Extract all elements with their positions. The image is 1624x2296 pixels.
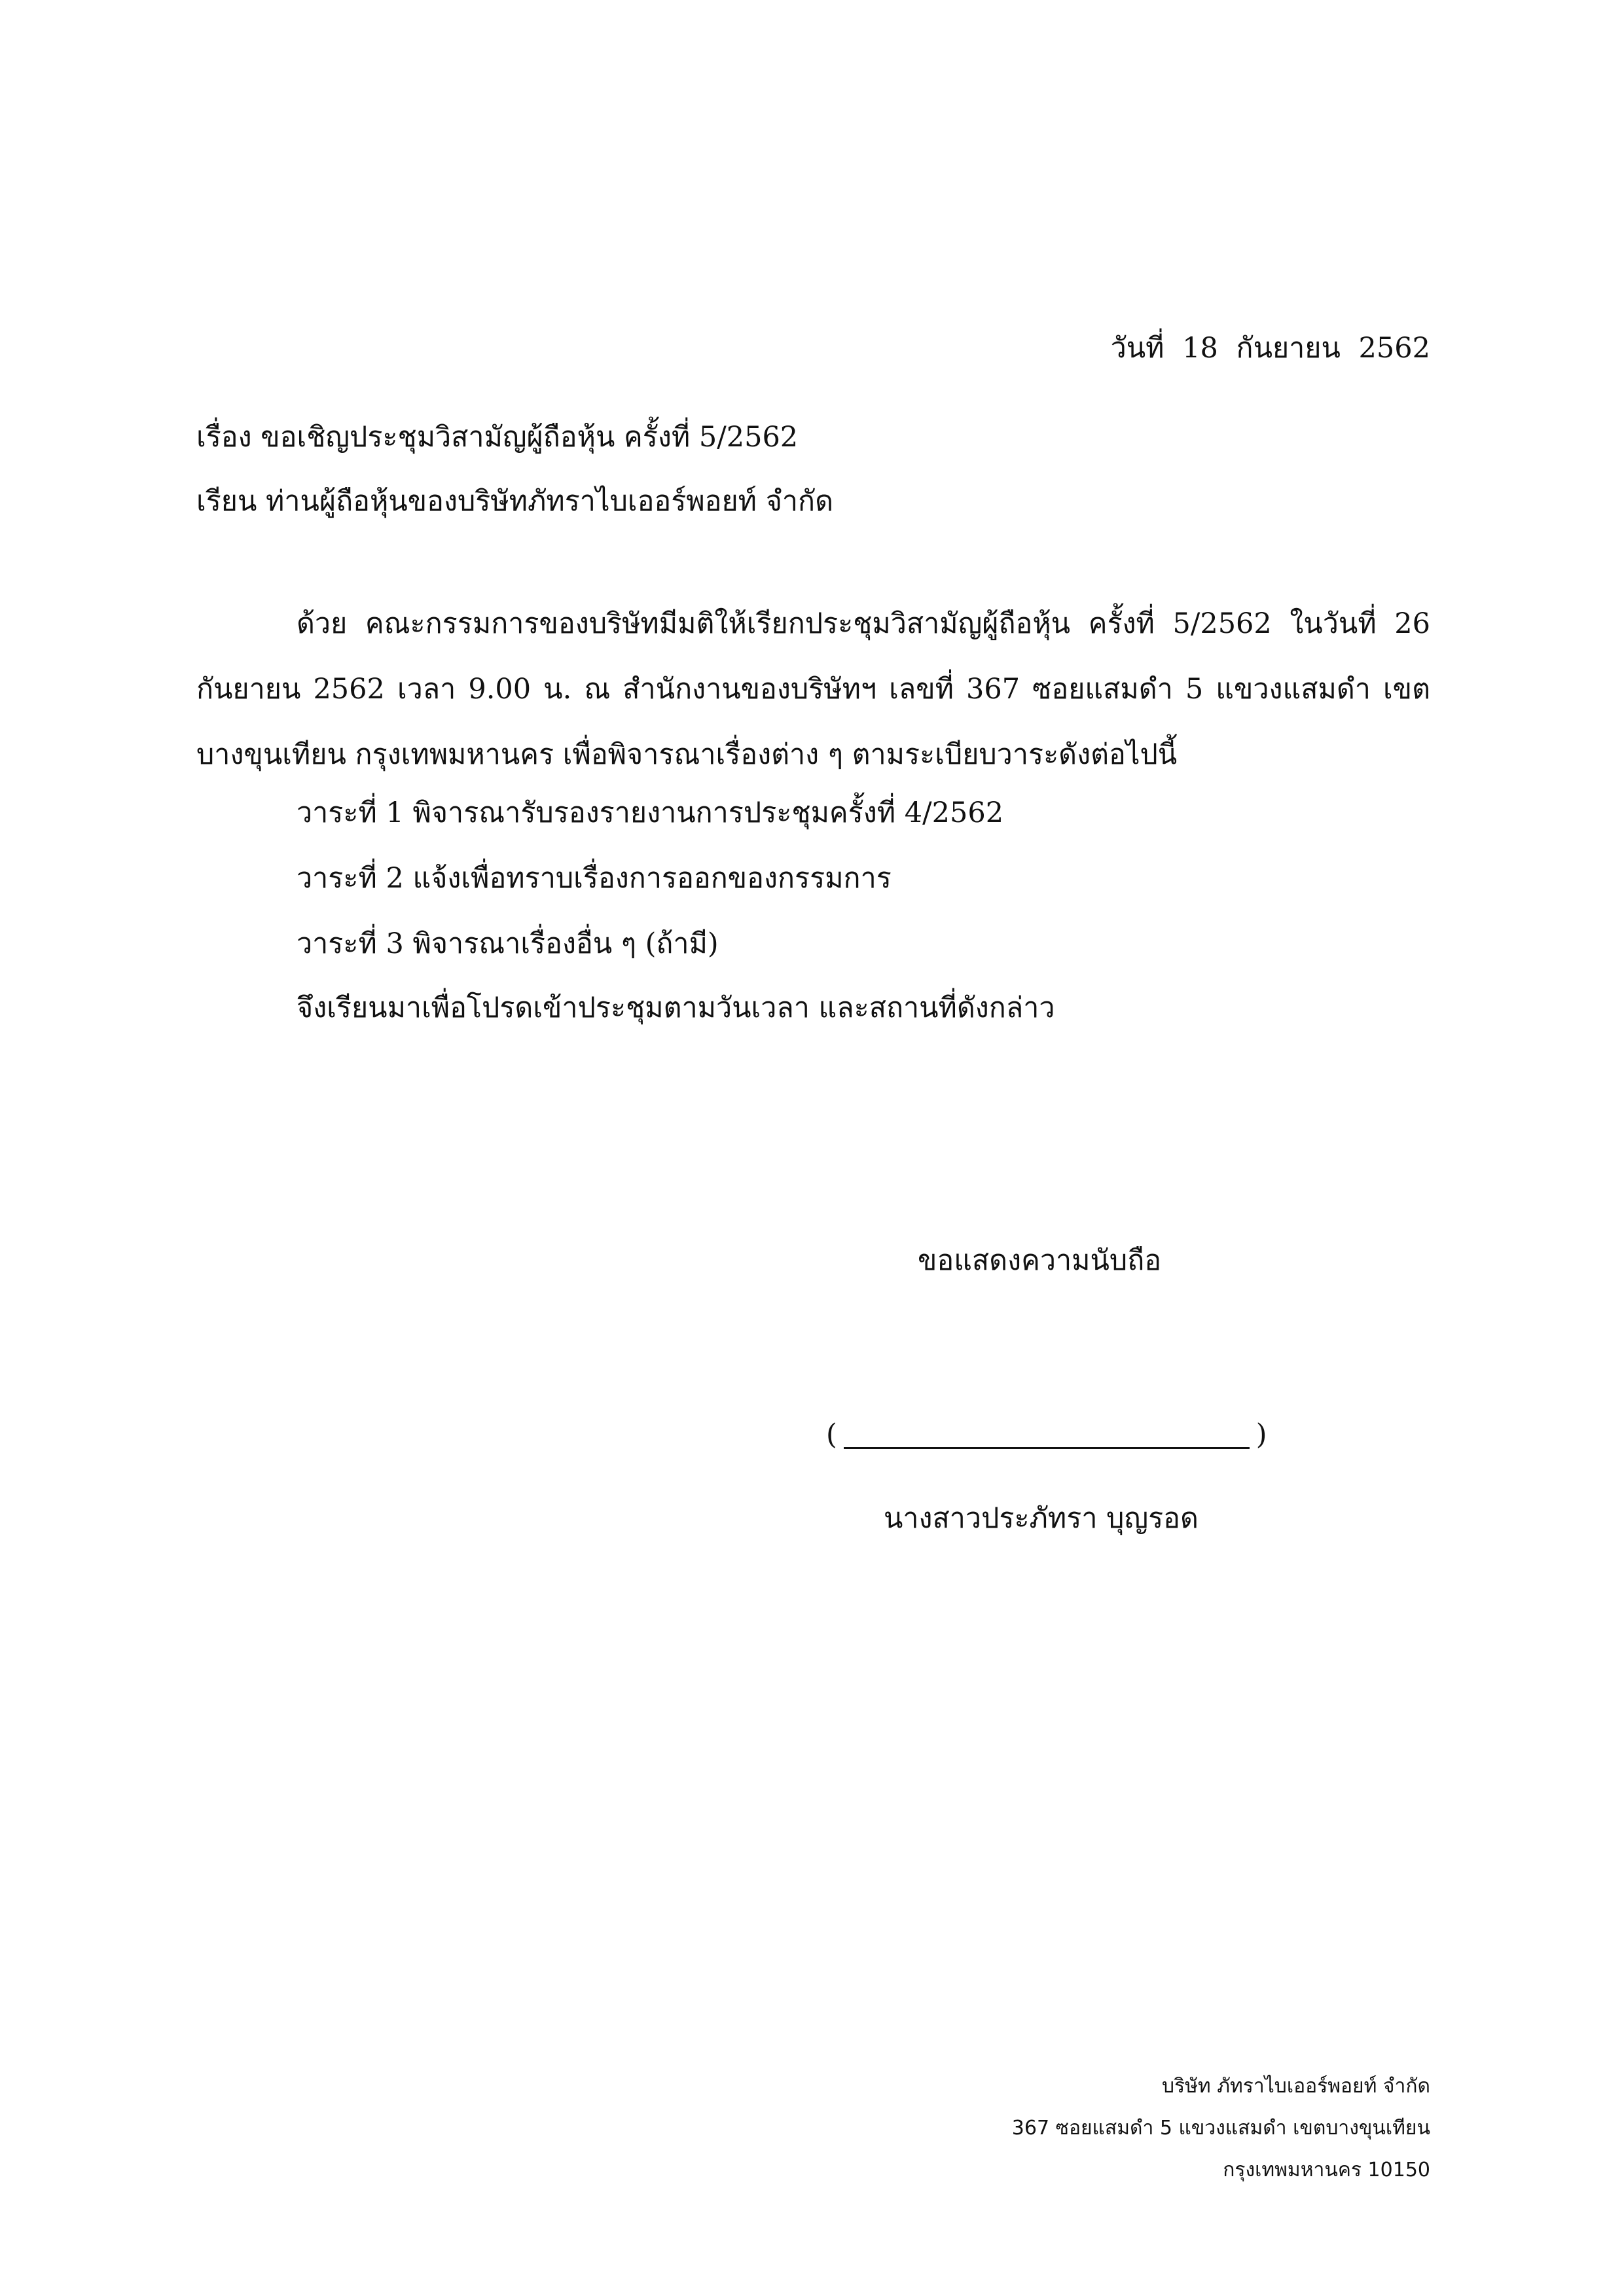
agenda-item: วาระที่ 1 พิจารณารับรองรายงานการประชุมครั้งที่ 4/2562 — [297, 797, 1004, 829]
agenda-list — [297, 780, 1003, 977]
letter-date: วันที่ 18 กันยายน 2562 — [1110, 332, 1430, 365]
footer-company-name: บริษัท ภัทราไบเออร์พอยท์ จำกัด — [1161, 2075, 1430, 2098]
letter-recipient: เรียน ท่านผู้ถือหุ้นของบริษัทภัทราไบเออร์พอยท์ จำกัด — [196, 485, 834, 518]
agenda-item: วาระที่ 2 แจ้งเพื่อทราบเรื่องการออกของกรรมการ — [297, 862, 892, 895]
complimentary-close: ขอแสดงความนับถือ — [918, 1244, 1162, 1277]
signer-name: นางสาวประภัทรา บุญรอด — [884, 1502, 1199, 1535]
letter-subject: เรื่อง ขอเชิญประชุมวิสามัญผู้ถือหุ้น ครั้งที่ 5/2562 — [196, 421, 799, 454]
closing-statement: จึงเรียนมาเพื่อโปรดเข้าประชุมตามวันเวลา และสถานที่ดังกล่าว — [297, 992, 1055, 1024]
signature-line — [844, 1421, 1250, 1449]
letter-body: ด้วย คณะกรรมการของบริษัทมีมติให้เรียกประชุมวิสามัญผู้ถือหุ้น ครั้งที่ 5/2562 ในวันที่ 26 กันยายน 2562 เวลา 9.00 น. ณ สำนักงานของบริษัทฯ เลขที่ 367 ซอยแสมดำ 5 แขวงแสมดำ เขตบางขุนเทียน กรุงเทพมหานคร เพื่อพิจารณาเรื่องต่าง ๆ ตามระเบียบวาระดังต่อไปนี้ — [196, 607, 1430, 771]
footer-address-line: กรุงเทพมหานคร 10150 — [1223, 2159, 1430, 2181]
signature-open-paren: ( — [826, 1418, 837, 1451]
signature-close-paren: ) — [1255, 1418, 1267, 1451]
footer-address-line: 367 ซอยแสมดำ 5 แขวงแสมดำ เขตบางขุนเทียน — [1011, 2117, 1430, 2140]
signature-block — [826, 1415, 1267, 1454]
agenda-item: วาระที่ 3 พิจารณาเรื่องอื่น ๆ (ถ้ามี) — [297, 927, 719, 960]
